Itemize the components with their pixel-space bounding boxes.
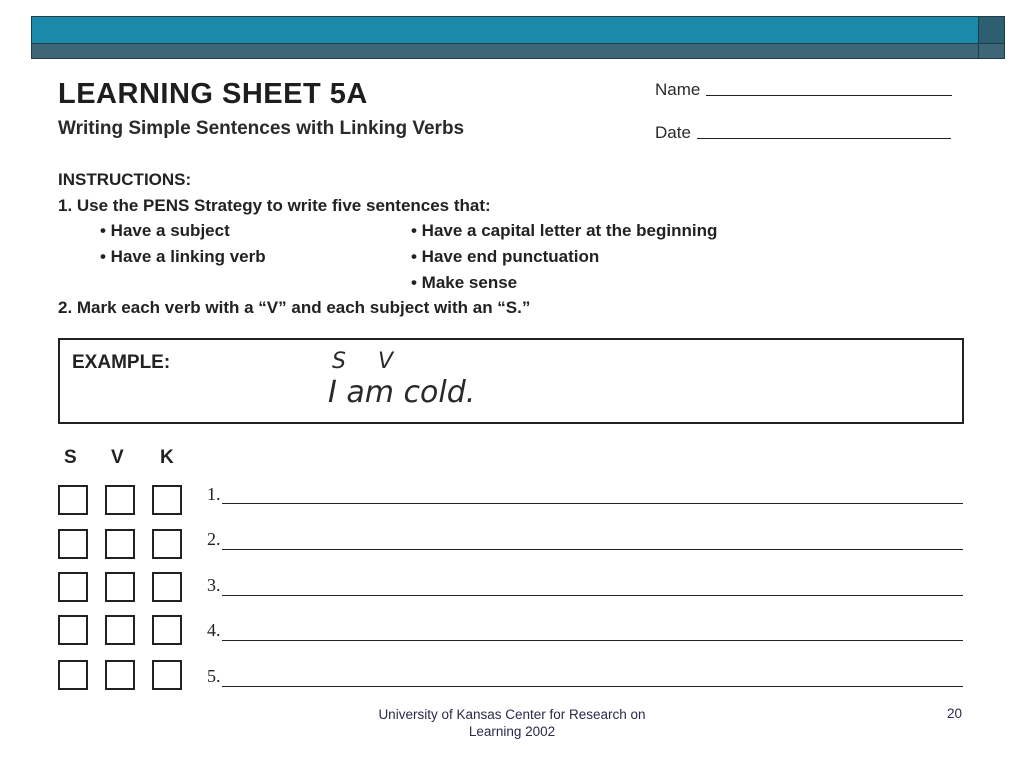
checkbox-v-5[interactable] [105, 660, 135, 690]
header-bar-corner [978, 16, 1005, 44]
writing-line[interactable] [222, 686, 963, 687]
checkbox-k-3[interactable] [152, 572, 182, 602]
checkbox-v-2[interactable] [105, 529, 135, 559]
checkbox-k-1[interactable] [152, 485, 182, 515]
row-number: 4. [207, 620, 221, 640]
footer-credit: University of Kansas Center for Research on Learning 2002 [378, 707, 646, 739]
writing-line[interactable] [222, 640, 963, 641]
name-line [706, 94, 952, 96]
instruction-step-1: 1. Use the PENS Strategy to write five sentences that: [58, 196, 491, 215]
checkbox-s-5[interactable] [58, 660, 88, 690]
column-head-v: V [111, 447, 124, 468]
checkbox-k-2[interactable] [152, 529, 182, 559]
handwritten-example [320, 344, 520, 410]
name-field [655, 80, 952, 100]
checkbox-v-4[interactable] [105, 615, 135, 645]
checkbox-s-4[interactable] [58, 615, 88, 645]
mark-v: V [378, 349, 394, 374]
writing-line[interactable] [222, 595, 963, 596]
checkbox-v-3[interactable] [105, 572, 135, 602]
instructions-heading: INSTRUCTIONS: [58, 170, 192, 189]
example-label: EXAMPLE: [72, 352, 171, 373]
header-subbar [31, 43, 979, 59]
bullet-end-punctuation: • Have end punctuation [411, 247, 600, 266]
column-head-s: S [64, 447, 77, 468]
checkbox-s-2[interactable] [58, 529, 88, 559]
sheet-subtitle: Writing Simple Sentences with Linking Verbs [58, 118, 465, 139]
column-head-k: K [160, 447, 174, 468]
checkbox-k-4[interactable] [152, 615, 182, 645]
page-number: 20 [946, 706, 962, 721]
bullet-linking-verb: • Have a linking verb [100, 247, 266, 266]
date-label: Date [655, 123, 691, 142]
checkbox-k-5[interactable] [152, 660, 182, 690]
name-label: Name [655, 80, 701, 99]
date-field [655, 123, 951, 143]
sheet-title: LEARNING SHEET 5A [58, 78, 368, 110]
row-number: 5. [207, 666, 221, 686]
checkbox-v-1[interactable] [105, 485, 135, 515]
bullet-capital-letter: • Have a capital letter at the beginning [411, 221, 718, 240]
row-number: 2. [207, 529, 221, 549]
header-subbar-corner [978, 43, 1005, 59]
writing-line[interactable] [222, 503, 963, 504]
header-bar [31, 16, 979, 44]
checkbox-s-3[interactable] [58, 572, 88, 602]
mark-s: S [332, 349, 346, 374]
date-line [697, 137, 951, 139]
checkbox-s-1[interactable] [58, 485, 88, 515]
bullet-make-sense: • Make sense [411, 273, 518, 292]
row-number: 3. [207, 575, 221, 595]
example-sentence: I am cold. [328, 375, 476, 410]
row-number: 1. [207, 484, 221, 504]
instruction-step-2: 2. Mark each verb with a “V” and each subject with an “S.” [58, 298, 531, 317]
bullet-subject: • Have a subject [100, 221, 230, 240]
writing-line[interactable] [222, 549, 963, 550]
